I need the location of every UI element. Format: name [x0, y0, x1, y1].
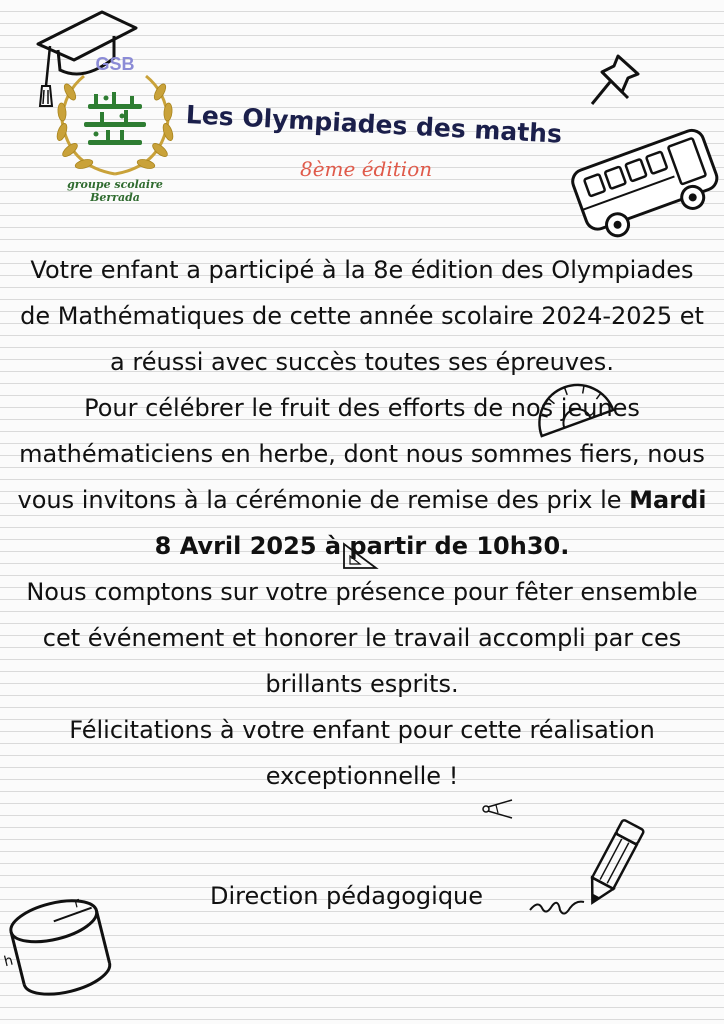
paragraph-participation: Votre enfant a participé à la 8e édition des Olympiades de Mathématiques de cette année scolaire 2024-2025 et a réussi avec succès toutes ses épreuves. — [20, 256, 704, 376]
signature: Direction pédagogique — [210, 882, 484, 910]
radius-label: r — [72, 894, 82, 912]
paragraph-presence: Nous comptons sur votre présence pour fêter ensemble cet événement et honorer le travail accompli par ces brillants esprits. — [26, 578, 698, 698]
paragraph-congratulations: Félicitations à votre enfant pour cette réalisation exceptionnelle ! — [69, 716, 655, 790]
paragraph-invitation — [16, 385, 708, 569]
laurel-wreath-icon — [50, 70, 180, 180]
pushpin-icon — [588, 52, 648, 114]
invitation-text: Pour célébrer le fruit des efforts de nos jeunes mathématiciens en herbe, dont nous sommes fiers, nous vous invitons à la cérémonie de remise des prix le — [17, 394, 705, 514]
logo-caption: groupe scolaire Berrada — [67, 178, 163, 204]
logo-initials: GSB — [95, 54, 135, 74]
cylinder-icon — [0, 892, 118, 1002]
ceremony-date: Mardi 8 Avril 2025 à partir de 10h30. — [154, 486, 707, 560]
page-title: Les Olympiades des maths — [185, 100, 563, 149]
school-logo — [50, 50, 180, 204]
invitation-body — [16, 247, 708, 799]
compass-icon — [480, 796, 516, 822]
edition-subtitle: 8ème édition — [300, 157, 433, 181]
height-label: h — [2, 952, 15, 971]
pencil-scribble — [528, 896, 588, 920]
